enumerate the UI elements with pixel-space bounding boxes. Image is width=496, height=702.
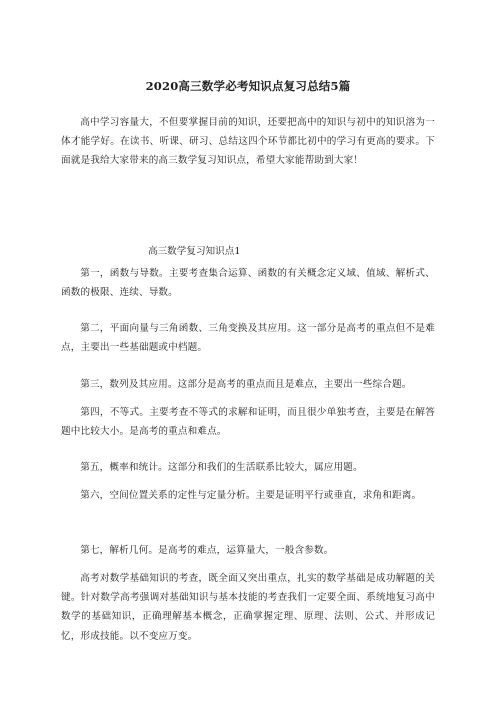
document-title: 2020高三数学必考知识点复习总结5篇 <box>145 79 351 93</box>
point-paragraph-6: 第六，空间位置关系的定性与定量分析。主要是证明平行或垂直，求角和距离。 <box>80 490 422 501</box>
point-paragraph-5: 第五，概率和统计。这部分和我们的生活联系比较大，属应用题。 <box>80 462 363 473</box>
section-heading: 高三数学复习知识点1 <box>148 246 241 257</box>
point-paragraph-3: 第三，数列及其应用。这部分是高考的重点而且是难点，主要出一些综合题。 <box>80 379 412 390</box>
closing-paragraph: 高考对数学基础知识的考查，既全面又突出重点，扎实的数学基础是成功解题的关键。针对数学高考强调对基础知识与基本技能的考查我们一定要全面、系统地复习高中数学的基础知识，正确理解基本概念，正确掌握定理、原理、法则、公式、并形成记忆，形成技能。以不变应万变。 <box>61 573 435 642</box>
point-paragraph-4: 第四，不等式。主要考查不等式的求解和证明，而且很少单独考查，主要是在解答题中比较大小。是高考的重点和难点。 <box>61 407 435 438</box>
point-paragraph-1: 第一，函数与导数。主要考查集合运算、函数的有关概念定义域、值域、解析式、函数的极限、连续、导数。 <box>61 268 435 299</box>
point-paragraph-2: 第二，平面向量与三角函数、三角变换及其应用。这一部分是高考的重点但不是难点，主要出一些基础题或中档题。 <box>61 323 435 354</box>
intro-paragraph: 高中学习容量大，不但要掌握目前的知识，还要把高中的知识与初中的知识溶为一体才能学好。在读书、听课、研习、总结这四个环节都比初中的学习有更高的要求。下面就是我给大家带来的高三数学复习知识点，希望大家能帮助到大家！ <box>61 117 435 167</box>
point-paragraph-7: 第七，解析几何。是高考的难点，运算量大，一般含参数。 <box>80 545 334 556</box>
